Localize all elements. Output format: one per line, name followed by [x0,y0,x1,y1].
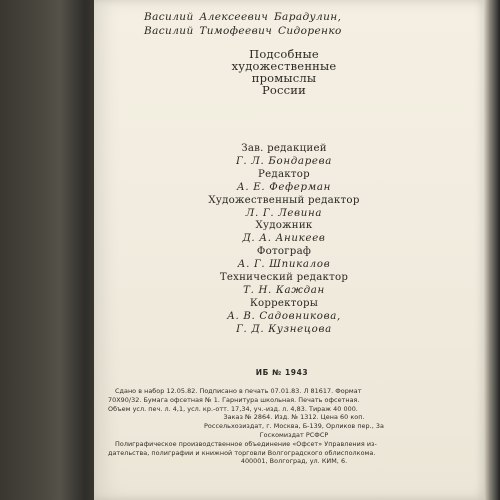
credit-role: Корректоры [249,297,319,309]
author-line-2: Василий Тимофеевич Сидоренко [144,25,342,37]
imprint-line: Россельхозиздат, г. Москва, Б-139, Орликов пер., 3а [204,422,384,431]
credit-name: Т. Н. Каждан [243,284,325,296]
title-line-4: России [261,83,307,97]
credit-role: Художественный редактор [208,194,360,206]
book-title [214,48,354,96]
credit-role: Зав. редакцией [241,143,327,154]
author-line-1: Василий Алексеевич Барадулин, [144,11,342,23]
imprint-line: 400001, Волгоград, ул. КИМ, 6. [240,457,348,466]
title-line-2: художественные [231,59,337,73]
credit-role: Фотограф [256,246,312,258]
credit-name: Д. А. Аникеев [242,233,326,245]
imprint-line: Объем усл. печ. л. 4,1, усл. кр.-отт. 17,34, уч.-изд. л. 4,83. Тираж 40 000. [108,404,358,413]
imprint-line: Госкомиздат РСФСР [259,430,329,439]
imprint-line: Полиграфическое производственное объединение «Офсет» Управления из- [115,439,377,448]
title-line-3: промыслы [251,71,317,85]
imprint-line: 70X90/32. Бумага офсетная № 1. Гарнитура школьная. Печать офсетная. [108,395,360,404]
credit-name: Л. Г. Левина [245,207,323,219]
authors-block [144,10,444,38]
credit-role: Редактор [258,168,310,180]
credit-role: Технический редактор [219,272,349,284]
credit-name: А. В. Садовникова, [227,310,341,322]
page-edge-shadow [484,0,500,500]
imprint-line: Сдано в набор 12.05.82. Подписано в печать 07.01.83. Л 81617. Формат [115,387,362,395]
credit-name: Г. Д. Кузнецова [236,323,332,335]
credits-block [179,143,389,337]
title-line-1: Подсобные [249,47,319,61]
book-page [94,0,484,500]
credit-name: А. Е. Феферман [236,181,332,193]
imprint-line: Заказ № 2864. Изд. № 1312. Цена 60 коп. [223,413,365,422]
imprint-line: дательства, полиграфии и книжной торговли Волгоградского облисполкома. [108,448,376,457]
credit-role: Художник [255,220,313,232]
imprint-block [108,387,480,466]
credit-name: А. Г. Шпикалов [237,259,331,271]
credit-name: Г. Л. Бондарева [235,155,333,167]
ib-number: ИБ № 1943 [255,368,309,377]
